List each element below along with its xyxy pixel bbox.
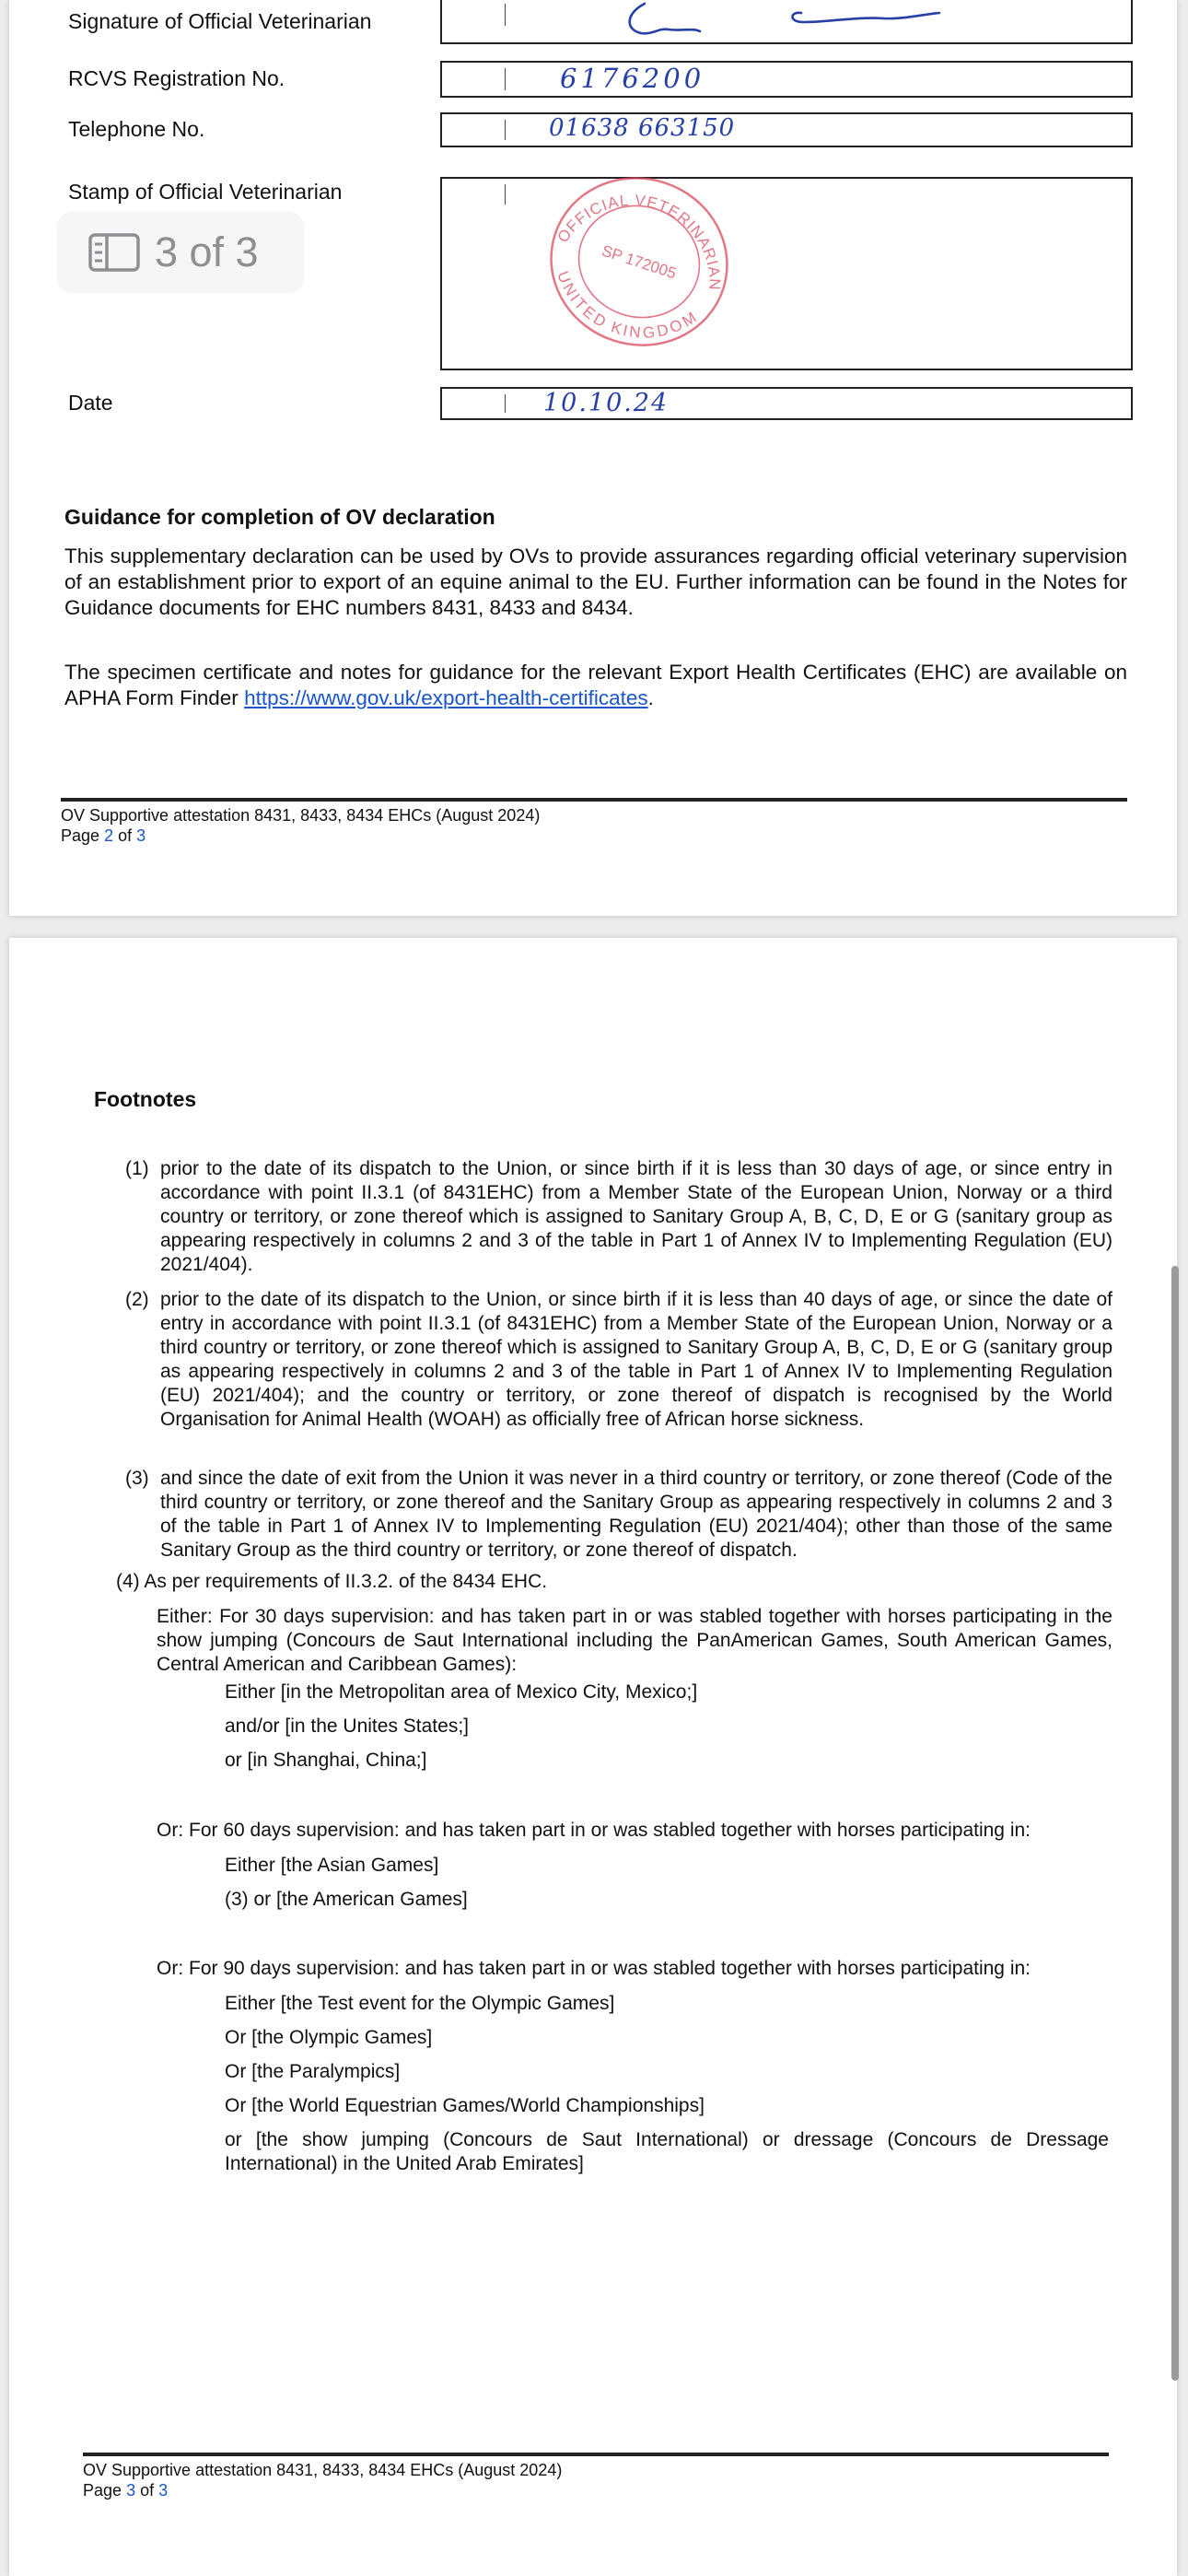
option-30-1: Either [in the Metropolitan area of Mexico City, Mexico;] — [225, 1681, 698, 1703]
option-90-5: or [the show jumping (Concours de Saut International) or dressage (Concours de Dressage International) in the United Arab Emirates] — [225, 2129, 1109, 2174]
option-30-2: and/or [in the Unites States;] — [225, 1715, 469, 1737]
document-page-2 — [9, 0, 1177, 916]
option-90-4: Or [the World Equestrian Games/World Championships] — [225, 2095, 705, 2116]
guidance-paragraph-1: This supplementary declaration can be used by OVs to provide assurances regarding official veterinary supervision of an establishment prior to export of an equine animal to the EU. Further information can be found in the Notes for Guidance documents for EHC numbers 8431, 8433 and 8434. — [64, 544, 1127, 619]
svg-text:OFFICIAL VETERINARIAN: OFFICIAL VETERINARIAN — [553, 191, 724, 291]
svg-text:SP 172005: SP 172005 — [600, 241, 679, 283]
date-label: Date — [68, 391, 113, 415]
rcvs-box — [440, 61, 1133, 98]
guidance-paragraph-2: The specimen certificate and notes for guidance for the relevant Export Health Certificates (EHC) are available on APHA Form Finder https://www.gov.uk/export-health-certificates. — [64, 661, 1127, 709]
option-60-1: Either [the Asian Games] — [225, 1855, 439, 1876]
or-90-days: Or: For 90 days supervision: and has taken part in or was stabled together with horses participating in: — [157, 1958, 1031, 1979]
vertical-scrollbar[interactable] — [1171, 1266, 1179, 2381]
rcvs-value: 6176200 — [560, 63, 705, 94]
page-number: Page 2 of 3 — [61, 826, 146, 845]
footnote-1: (1) prior to the date of its dispatch to the Union, or since birth if it is less than 30 days of age, or since entry in accordance with point II.3.1 (of 8431EHC) from a Member State of the European Union, Norway or a third country or territory, or zone thereof which is assigned to Sanitary Group A, B, C, D, E or G (sanitary group as appearing respectively in columns 2 and 3 of the table in Part 1 of Annex IV to Implementing Regulation (EU) 2021/404). — [125, 1158, 1112, 1275]
date-box — [440, 387, 1133, 420]
option-60-2: (3) or [the American Games] — [225, 1889, 468, 1910]
page-indicator-badge[interactable] — [57, 212, 304, 293]
telephone-value: 01638 663150 — [549, 114, 736, 142]
signature-handwriting — [608, 0, 995, 42]
signature-label: Signature of Official Veterinarian — [68, 9, 372, 33]
footnotes-title: Footnotes — [94, 1087, 197, 1111]
page-indicator-text: 3 of 3 — [155, 228, 259, 275]
option-90-2: Or [the Olympic Games] — [225, 2027, 433, 2048]
signature-box — [440, 0, 1133, 44]
official-veterinarian-stamp — [536, 171, 742, 352]
option-90-1: Either [the Test event for the Olympic Games] — [225, 1993, 615, 2014]
stamp-label: Stamp of Official Veterinarian — [68, 180, 343, 204]
footnote-2: (2) prior to the date of its dispatch to the Union, or since birth if it is less than 40 days of age, or since the date of entry in accordance with point II.3.1 (of 8431EHC) from a Member State of the European Union, Norway or a third country or territory, or zone thereof which is assigned to Sanitary Group A, B, C, D, E or G (sanitary group as appearing respectively in columns 2 and 3 of the table in Part 1 of Annex IV to Implementing Regulation (EU) 2021/404); and the country or territory, or zone thereof of dispatch is recognised by the World Organisation for Animal Health (WOAH) as officially free of African horse sickness. — [125, 1289, 1112, 1430]
footer-rule-3 — [83, 2453, 1109, 2456]
either-30-days: Either: For 30 days supervision: and has taken part in or was stabled together with horses participating in the show jumping (Concours de Saut International including the PanAmerican Games, South American Games, Central American and Caribbean Games): — [157, 1606, 1112, 1675]
document-page-3 — [9, 938, 1177, 2576]
footer-title: OV Supportive attestation 8431, 8433, 8434 EHCs (August 2024) — [61, 806, 541, 825]
footer-title-3: OV Supportive attestation 8431, 8433, 8434 EHCs (August 2024) — [83, 2461, 563, 2479]
guidance-title: Guidance for completion of OV declaration — [64, 505, 495, 529]
option-30-3: or [in Shanghai, China;] — [225, 1750, 427, 1771]
svg-text:UNITED KINGDOM: UNITED KINGDOM — [553, 268, 701, 342]
footnote-4: (4) As per requirements of II.3.2. of the 8434 EHC. — [116, 1571, 548, 1592]
footer-rule — [61, 798, 1127, 802]
telephone-label: Telephone No. — [68, 117, 205, 141]
footnote-3: (3) and since the date of exit from the Union it was never in a third country or territory, or zone thereof (Code of the third country or territory, or zone thereof and the Sanitary Group as appearing respectively in columns 2 and 3 of the table in Part 1 of Annex IV to Implementing Regulation (EU) 2021/404); other than those of the same Sanitary Group as the third country or territory, or zone thereof of dispatch. — [125, 1468, 1112, 1561]
export-health-certificates-link[interactable]: https://www.gov.uk/export-health-certificates — [244, 686, 648, 709]
rcvs-label: RCVS Registration No. — [68, 66, 285, 90]
document-pages-icon — [88, 233, 140, 272]
date-value: 10.10.24 — [543, 389, 670, 417]
option-90-3: Or [the Paralympics] — [225, 2061, 401, 2082]
telephone-box — [440, 112, 1133, 147]
page-number-3: Page 3 of 3 — [83, 2481, 169, 2500]
or-60-days: Or: For 60 days supervision: and has taken part in or was stabled together with horses participating in: — [157, 1820, 1031, 1841]
